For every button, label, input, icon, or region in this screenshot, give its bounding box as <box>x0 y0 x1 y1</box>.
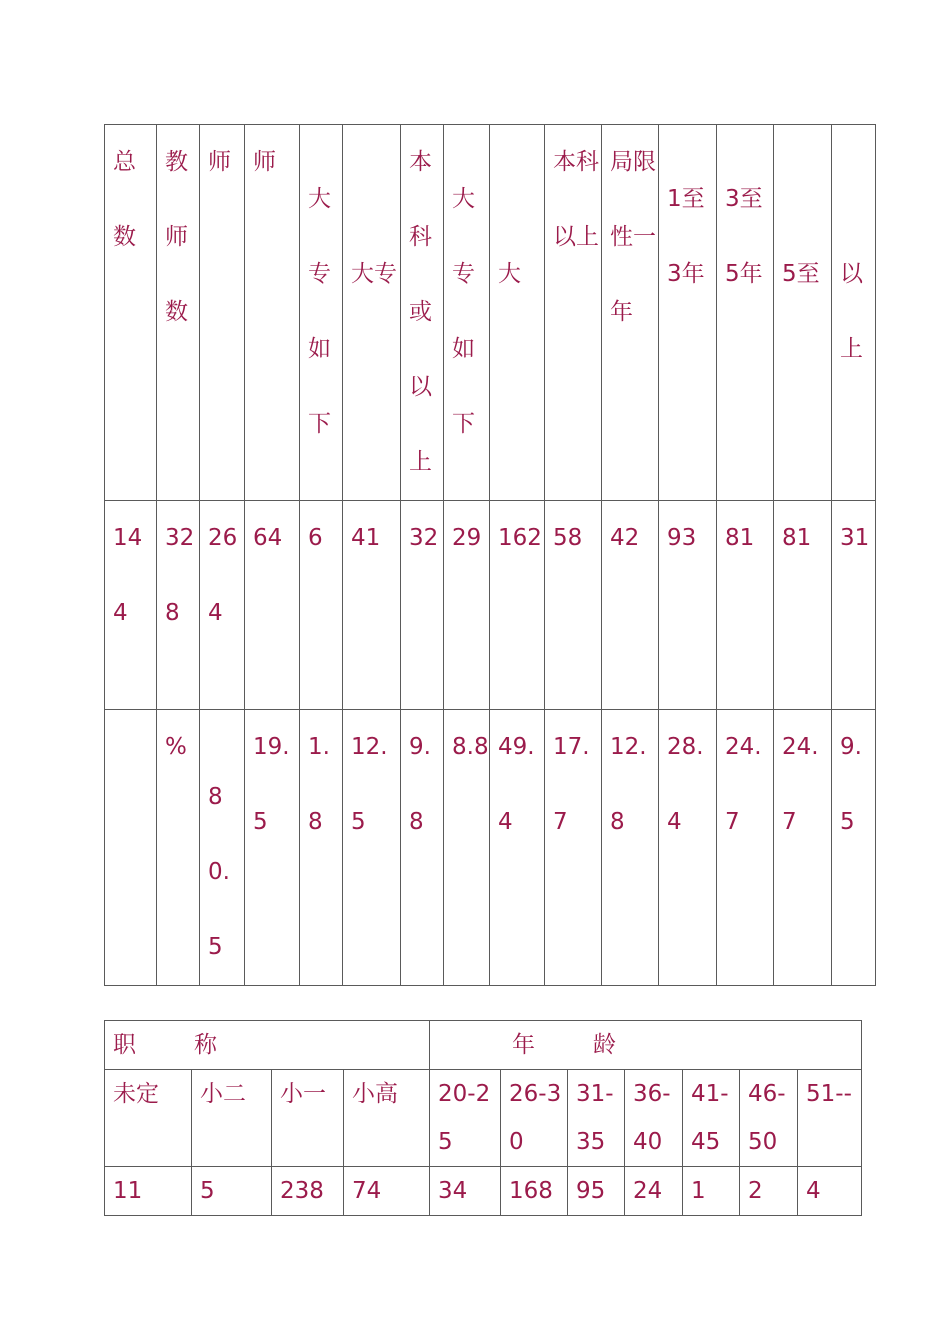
subheader-label: 41-45 <box>691 1081 729 1155</box>
percent-value-cell <box>245 710 300 986</box>
header-label: 总数 <box>113 149 136 250</box>
header-label-cell <box>444 125 490 501</box>
teacher-stats-table <box>104 124 876 986</box>
subheader-label: 51-- <box>806 1081 852 1107</box>
count-value-cell <box>200 501 245 710</box>
group-age-label: 年龄 <box>512 1032 674 1058</box>
subheader-label-cell <box>683 1070 740 1167</box>
percent-value-cell <box>157 710 200 986</box>
subheader-label-cell <box>430 1070 501 1167</box>
subheader-label: 36-40 <box>633 1081 671 1155</box>
percent-value: 49.4 <box>498 734 535 835</box>
count-value-cell <box>401 501 444 710</box>
count-value: 6 <box>308 525 323 551</box>
percent-value-cell <box>490 710 545 986</box>
group-title-cell <box>105 1021 430 1070</box>
group-age-cell <box>430 1021 862 1070</box>
subheader-label: 46-50 <box>748 1081 786 1155</box>
subheader-label-cell <box>740 1070 798 1167</box>
count-value-cell <box>245 501 300 710</box>
count-value-cell <box>774 501 832 710</box>
count-value-cell <box>430 1167 501 1216</box>
header-label: 5至 <box>782 261 820 287</box>
percent-value: 17.7 <box>553 734 590 835</box>
percent-value: 8.8 <box>452 734 489 760</box>
header-label: 局限性一年 <box>610 149 656 325</box>
count-value-cell <box>501 1167 568 1216</box>
header-label-cell <box>300 125 343 501</box>
header-label: 大专 <box>351 261 397 287</box>
count-value-cell <box>545 501 602 710</box>
value-row <box>105 1167 862 1216</box>
header-label-cell <box>602 125 659 501</box>
percent-value: 28.4 <box>667 734 704 835</box>
subheader-label-cell <box>501 1070 568 1167</box>
count-value: 31 <box>840 525 870 551</box>
count-value: 328 <box>165 525 195 626</box>
count-row <box>105 501 876 710</box>
count-value: 5 <box>200 1178 215 1204</box>
count-value: 64 <box>253 525 283 551</box>
header-label: 3至5年 <box>725 186 763 287</box>
count-value-cell <box>157 501 200 710</box>
header-label-cell <box>659 125 717 501</box>
percent-value-cell <box>401 710 444 986</box>
header-label-cell <box>490 125 545 501</box>
count-value: 1 <box>691 1178 706 1204</box>
header-label-cell <box>717 125 774 501</box>
subheader-label: 小高 <box>352 1081 398 1107</box>
percent-value-cell <box>444 710 490 986</box>
header-label-cell <box>774 125 832 501</box>
count-value-cell <box>105 1167 192 1216</box>
header-label-cell <box>200 125 245 501</box>
subheader-label: 31-35 <box>576 1081 614 1155</box>
count-value: 93 <box>667 525 697 551</box>
count-value: 2 <box>748 1178 763 1204</box>
subheader-label: 26-30 <box>509 1081 562 1155</box>
count-value-cell <box>300 501 343 710</box>
subheader-label-cell <box>625 1070 683 1167</box>
header-label-cell <box>157 125 200 501</box>
count-value-cell <box>683 1167 740 1216</box>
count-value: 41 <box>351 525 381 551</box>
header-label: 本科以上 <box>553 149 599 250</box>
count-value: 81 <box>782 525 812 551</box>
percent-value-cell <box>602 710 659 986</box>
percent-value: 9.5 <box>840 734 862 835</box>
header-row <box>105 125 876 501</box>
count-value-cell <box>659 501 717 710</box>
percent-value-cell <box>200 710 245 986</box>
percent-value: 24.7 <box>725 734 762 835</box>
subheader-label: 20-25 <box>438 1081 491 1155</box>
count-value: 168 <box>509 1178 553 1204</box>
count-value-cell <box>444 501 490 710</box>
percent-value-cell <box>659 710 717 986</box>
header-label: 师 <box>208 149 231 175</box>
header-label-cell <box>545 125 602 501</box>
count-value: 11 <box>113 1178 143 1204</box>
count-value: 32 <box>409 525 439 551</box>
header-label: 本科或以上 <box>409 149 432 475</box>
count-value: 162 <box>498 525 542 551</box>
percent-value: 12.5 <box>351 734 388 835</box>
header-label-cell <box>245 125 300 501</box>
header-label: 大 <box>498 261 521 287</box>
percent-value-cell <box>105 710 157 986</box>
count-value-cell <box>798 1167 862 1216</box>
count-value: 29 <box>452 525 482 551</box>
header-label: 教师数 <box>165 149 188 325</box>
count-value-cell <box>740 1167 798 1216</box>
percent-value-cell <box>300 710 343 986</box>
percent-value: 24.7 <box>782 734 819 835</box>
header-label-cell <box>343 125 401 501</box>
percent-value-cell <box>717 710 774 986</box>
percent-value-cell <box>832 710 876 986</box>
count-value: 42 <box>610 525 640 551</box>
count-value-cell <box>625 1167 683 1216</box>
count-value-cell <box>344 1167 430 1216</box>
percent-value-cell <box>545 710 602 986</box>
percent-value: % <box>165 734 187 760</box>
count-value: 58 <box>553 525 583 551</box>
header-label-cell <box>401 125 444 501</box>
count-value: 238 <box>280 1178 324 1204</box>
count-value-cell <box>105 501 157 710</box>
subheader-label-cell <box>344 1070 430 1167</box>
group-title-label: 职称 <box>113 1032 275 1058</box>
count-value: 144 <box>113 525 143 626</box>
subheader-label-cell <box>798 1070 862 1167</box>
subheader-label-cell <box>105 1070 192 1167</box>
count-value: 95 <box>576 1178 606 1204</box>
percent-value: 12.8 <box>610 734 647 835</box>
header-label: 1至3年 <box>667 186 705 287</box>
subheader-label: 小二 <box>200 1081 246 1107</box>
percent-value: 19.5 <box>253 734 290 835</box>
header-label: 以上 <box>840 261 863 362</box>
subheader-label-cell <box>192 1070 272 1167</box>
count-value: 24 <box>633 1178 663 1204</box>
count-value-cell <box>717 501 774 710</box>
percent-value: 80.5 <box>208 784 230 960</box>
percent-row <box>105 710 876 986</box>
count-value: 74 <box>352 1178 382 1204</box>
header-label-cell <box>832 125 876 501</box>
count-value: 4 <box>806 1178 821 1204</box>
percent-value-cell <box>774 710 832 986</box>
count-value: 264 <box>208 525 238 626</box>
percent-value-cell <box>343 710 401 986</box>
count-value: 81 <box>725 525 755 551</box>
subheader-label-cell <box>272 1070 344 1167</box>
count-value: 34 <box>438 1178 468 1204</box>
group-header-row <box>105 1021 862 1070</box>
percent-value: 9.8 <box>409 734 431 835</box>
count-value-cell <box>343 501 401 710</box>
subheader-label-cell <box>568 1070 625 1167</box>
title-age-table <box>104 1020 862 1216</box>
count-value-cell <box>490 501 545 710</box>
count-value-cell <box>192 1167 272 1216</box>
count-value-cell <box>602 501 659 710</box>
subheader-label: 未定 <box>113 1081 159 1107</box>
count-value-cell <box>832 501 876 710</box>
header-label-cell <box>105 125 157 501</box>
header-label: 师 <box>253 149 276 175</box>
count-value-cell <box>272 1167 344 1216</box>
subheader-label: 小一 <box>280 1081 326 1107</box>
percent-value: 1.8 <box>308 734 330 835</box>
count-value-cell <box>568 1167 625 1216</box>
header-label: 大专如下 <box>452 186 475 437</box>
header-label: 大专如下 <box>308 186 331 437</box>
subheader-row <box>105 1070 862 1167</box>
